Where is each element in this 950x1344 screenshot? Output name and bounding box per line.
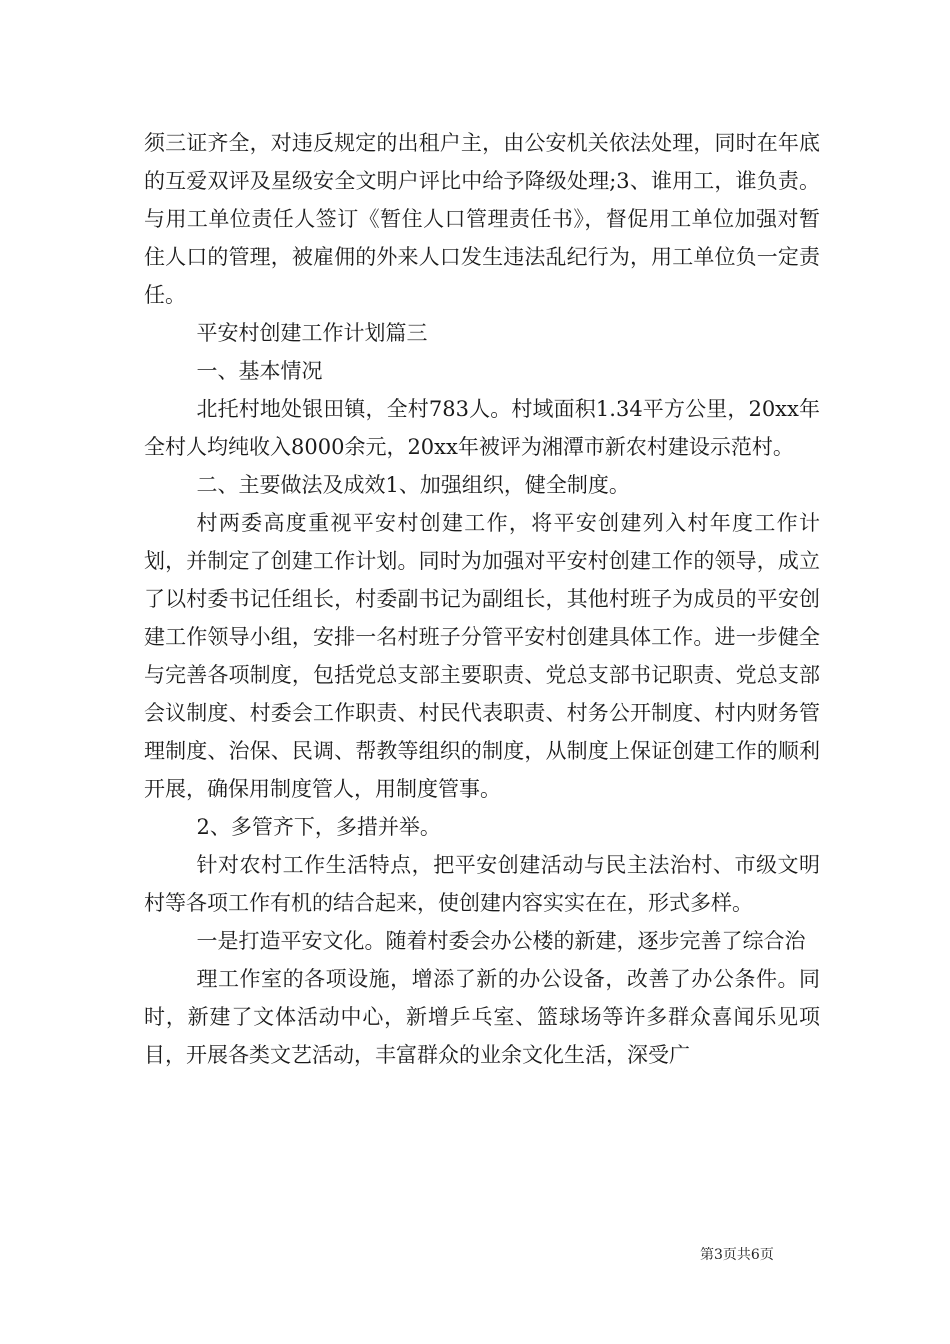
page-number: 第3页共6页 [700,1247,774,1263]
heading-multi-measures: 2、多管齐下，多措并举。 [196,815,441,839]
paragraph-basic-info: 北托村地处银田镇，全村783人。村域面积1.34平方公里，20xx年全村人均纯收入8000余元，20xx年被评为湘潭市新农村建设示范村。 [144,397,820,459]
paragraph-continuation: 须三证齐全，对违反规定的出租户主，由公安机关依法处理，同时在年底的互爱双评及星级安全文明户评比中给予降级处理;3、谁用工，谁负责。与用工单位责任人签订《暂住人口管理责任书》，督促用工单位加强对暂住人口的管理，被雇佣的外来人口发生违法乱纪行为，用工单位负一定责任。 [144,131,820,307]
heading-basic-situation: 一、基本情况 [196,359,323,383]
paragraph-safety-culture: 一是打造平安文化。随着村委会办公楼的新建，逐步完善了综合治 [196,929,806,953]
paragraph-rural-work: 针对农村工作生活特点，把平安创建活动与民主法治村、市级文明村等各项工作有机的结合起来，使创建内容实实在在，形式多样。 [144,853,820,915]
section-title: 平安村创建工作计划篇三 [196,321,428,345]
document-body [144,124,820,1074]
paragraph-organization: 村两委高度重视平安村创建工作，将平安创建列入村年度工作计划，并制定了创建工作计划。同时为加强对平安村创建工作的领导，成立了以村委书记任组长，村委副书记为副组长，其他村班子为成员的平安创建工作领导小组，安排一名村班子分管平安村创建具体工作。进一步健全与完善各项制度，包括党总支部主要职责、党总支部书记职责、党总支部会议制度、村委会工作职责、村民代表职责、村务公开制度、村内财务管理制度、治保、民调、帮教等组织的制度，从制度上保证创建工作的顺利开展，确保用制度管人，用制度管事。 [144,511,820,801]
paragraph-facilities: 理工作室的各项设施，增添了新的办公设备，改善了办公条件。同时，新建了文体活动中心，新增乒乓室、篮球场等许多群众喜闻乐见项目，开展各类文艺活动，丰富群众的业余文化生活，深受广 [144,967,820,1067]
heading-main-practices: 二、主要做法及成效1、加强组织，健全制度。 [196,473,630,497]
